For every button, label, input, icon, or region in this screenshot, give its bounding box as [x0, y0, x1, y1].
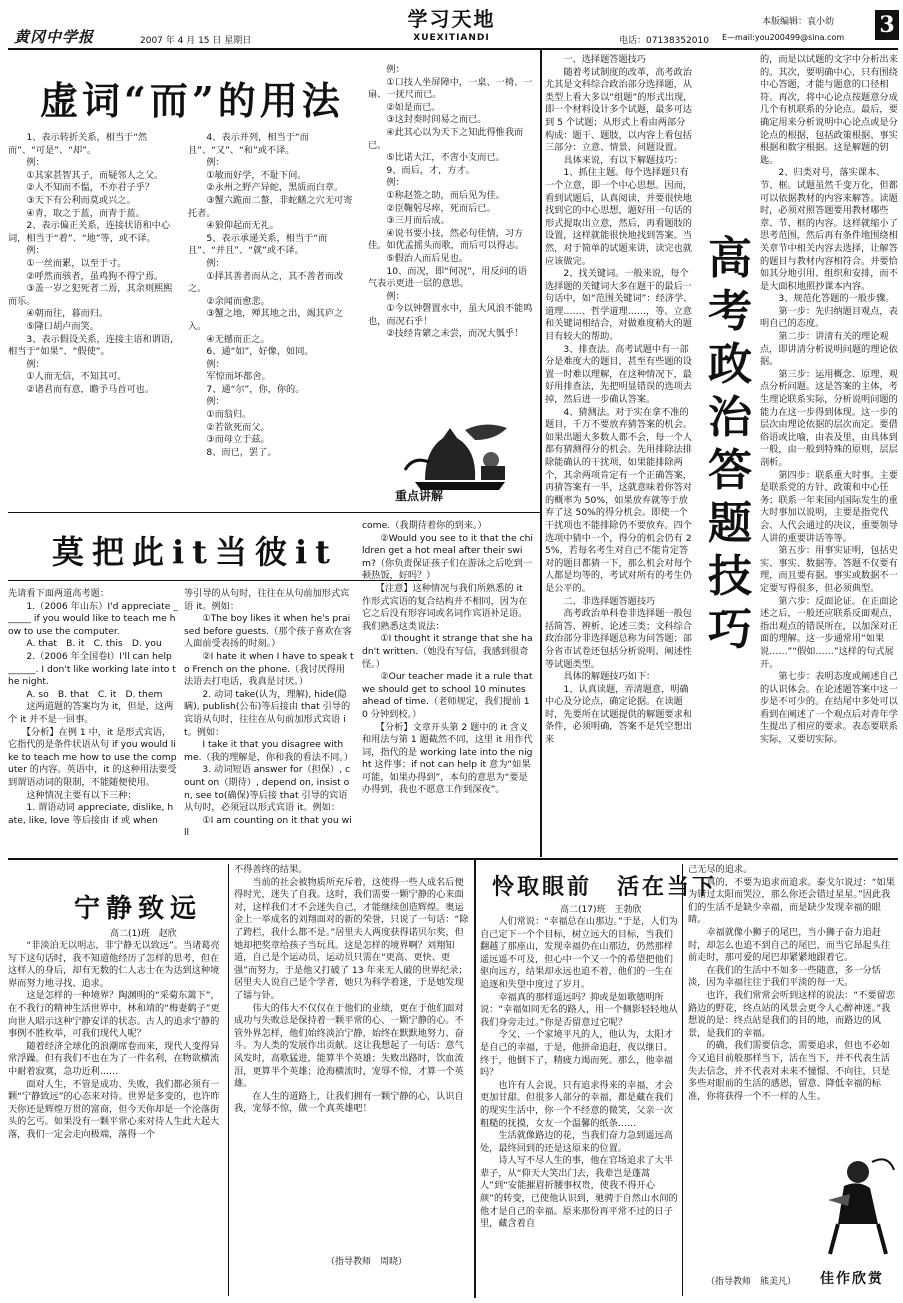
page-number-box: 3	[875, 10, 899, 40]
politics-article-column-2: 的，而是以试题的文字中分析出来的。其次，要明确中心，只有围绕中心答题，才能与题意的口径相符。再次，将中心论点按题意分成几个有机联系的分论点。最后，要确定用来分析说明中心论点或是分论点的根据，包括政策根据、事实根据和数字根据。这是解题的钥匙。 2、归类对号，落实课本、节、框。试题虽然千变万化，但都可以依据教材的内容来解答。读题时，必须对照答题要用教材哪些章、节、框的内容。这样就缩小了思考范围，然后再有条件地围绕相关章节中相关内容去选择，让解答的题目与教材内容相符合。并要恰如其分地引用、组织和安排，而不是大面积地照抄课本内容。 3、规范化答题的一般步骤。 第一步：先归纳题目观点，表明自己的态度。 第二步：讲清有关的理论观点，即讲清分析说明问题的理论依据。 第三步：运用概念、原理、观点分析问题。这是答案的主体，考生理论联系实际，分析说明问题的能力在这一步得到体现。这一步的层次由理论依据的层次而定。要借俗语或比喻，由表及里，由具体到一般，由一般到特殊的原则，层层剖析。 第四步：联系重大时事。主要是联系党的方针、政策和中心任务；联系一年来国内国际发生的重大时事加以说明，主要是指党代会、人代会通过的决议，重要领导人讲的重要讲话等等。 第五步：用事实证明，包括史实、事实、数据等。答题不仅要有理，而且要有据。事实或数据不一定要写得很多，但必须典型。 第六步：反面论证。在正面论述之后，一般还应联系反面观点，指出观点的错误所在，以加深对正面的理解。这一步通常用“如果说……”“假如……”这样的句式展开。 第七步：表明态度或阐述自己的认识体会。在论述题答案中这一步是不可少的。在结尾中多处可以看到在阐述了一个观点后对青年学生提出了相应的要求。表态要联系实际，又要切实际。	[760, 54, 898, 746]
it-article-column-1: 先请看下面两道高考题： 1.（2006 年山东）I'd appreciate ______ if you would like to teach me how to use the computer. A. that B. it C. this D. you 2.（2006 年全国卷Ⅰ）I'll can help ______. I don't like working late into the night. A. so B. that C. it D. them 这两道题的答案均为 it，但是，这两个 it 并不是一回事。 【分析】在例 1 中，it 是形式宾语，它指代的是条件状语从句 if you would like to teach me how to use the computer 的内容。英语中，it 的这种用法要受到谓语动词的限制，不能随便使用。 这种情况主要有以下三种： 1. 谓语动词 appreciate, dislike, hate, like, love 等后接由 if 或 when	[8, 588, 178, 826]
essay-right-column-2: 己无尽的追求。 真的，不要为追求而追求。泰戈尔说过：“如果为错过太阳而哭泣，那么你还会错过星星。”因此我们的生活不是缺少幸福，而是缺少发现幸福的眼睛。 幸福就像小狮子的尾巴，当小狮子奋力追赶时，却怎么也追不到自己的尾巴，而当它昂起头往前走时，那可爱的尾巴却紧紧地跟着它。 在我们的生活中不如多一些随意，多一分恬淡，因为幸福往往于我们平淡的每一天。 也许，我们常常会听到这样的说法：“不要留恋路边的野花，终点站的风景会更令人心醉神迷。”我想说的是：终点站是我们的目的地，而路边的风景，是我们的幸福。 的确，我们需要信念，需要追求，但也不必如今又追目前般那样当下，活在当下，并不代表生活失去信念，并不代表对未来不憧憬、不向往，只是多些对眼前的生活的感恩，留意、降低幸福的标准，你将获得一个不一样的人生。	[688, 864, 895, 1102]
essay-right-col-divider	[682, 864, 683, 1296]
essay-left-teacher: （指导教师 周晓）	[326, 1257, 408, 1267]
reading-girl-illustration	[808, 1150, 898, 1262]
it-article-title: 莫把此it当彼it	[52, 533, 338, 571]
contact-phone: 电话：07138352010	[619, 36, 709, 46]
essay-right-title: 怜取眼前 活在当下	[492, 874, 718, 900]
it-article-top-rule	[8, 512, 540, 513]
essay-left-col-divider	[228, 864, 229, 1296]
writing-desk-illustration	[395, 410, 525, 494]
er-article-column-1: 1、表示转折关系，相当于“然而”、“可是”、“却”。 例： ①其家甚智其子，而疑邻人之父。 ②人不知而不愠，不亦君子乎？ ③天下有公利而莫或兴之。 ④青，取之于蓝，而青于蓝。 2、表示偏正关系，连接状语和中心词，相当于“着”、“地”等，或不译。 例： ①一丝而累，以至于寸。 ②呼然而骇者，虽鸡狗不得宁焉。 ③盖一岁之犯死者二焉，其余则熙熙而乐。 ④朝而往，暮而归。 ⑤隆口胡卢而笑。 3、表示假设关系，连接主语和谓语，相当于“如果”、“假使”。 例： ①人而无信，不知其可。 ②诸君而有意，瞻予马首可也。	[8, 132, 180, 395]
it-article-column-2: 等引导的从句时，往往在从句前加形式宾语 it。例如： ①The boy likes it when he's praised before guests.（那个孩子喜欢在客人面前受表扬的时刻。） ②I hate it when I have to speak to French on the phone.（我讨厌得用法语去打电话，我真是讨厌。） 2. 动词 take(认为，理解), hide(隐瞒), publish(公布)等后接由 that 引导的宾语从句时，往往在从句前加形式宾语 it。例如： I take it that you disagree with me.（我的理解是，你和我的看法不同。） 3. 动词短语 answer for（担保）, count on（期待）, depend on, insist on, see to(确保)等后接 that 引导的宾语从句时，必须冠以形式宾语 it。例如： ①I am counting on it that you will	[184, 588, 354, 839]
newspaper-logo: 黄冈中学报	[14, 28, 95, 46]
section-subtitle: XUEXITIANDI	[413, 33, 490, 43]
er-article-column-3: 例： ①口技人坐屏障中，一桌、一椅、一扇、一抚尺而已。 ②如是而已。 ③这封奏时间易之而已。 ④此其心以为天下之知此得惟我而已。 ⑤比诺大江，不啻小支而已。 9、而后，才，方才。 例： ①称赵签之助，而后见为佳。 ②臣鞠躬尽瘁，死而后已。 ③三月而后成。 ④说书要小技，然必句佳情，习方佳。如优孟摇头而歌，而后可以得志。 ⑤假治人而后见也。 10、而况，即“何况”，用反问的语气表示更进一层的意思。 例： ①今以钟磬置水中，虽大风浪不能鸣也，而况石乎！ ②技经肯綮之未尝，而况大瓠乎！	[368, 64, 533, 340]
er-article-caption: 重点讲解	[395, 489, 444, 503]
it-article-column-3: come.（我期待着你的到来。） ②Would you see to it that the children get a hot meal after their swim?（你负责保证孩子们在游泳之后吃到一顿热饭，好吗？） 【注意】这种情况与我们所熟悉的 it 作形式宾语的复合结构并不相同，因为在它之后没有形容词或名词作宾语补足语。我们熟悉这类说法： ①I thought it strange that she hadn't written.（她没有写信，我感到很奇怪。） ②Our teacher made it a rule that we should get to school 10 minutes ahead of time.（老师规定，我们提前 10 分钟到校。） 【分析】文章开头第 2 题中的 it 含义和用法与第 1 题截然不同，这里 it 用作代词，指代的是 working late into the night 这件事；if not can help it 意为“如果可能，如果办得到”，本句的意思为“要是办得到，我也不愿意工作到深夜”。	[362, 520, 533, 796]
essay-left-title: 宁静致远	[74, 894, 203, 924]
masthead-divider	[8, 48, 898, 50]
main-column-divider	[540, 50, 542, 857]
er-article-title: 虚词“而”的用法	[40, 78, 344, 123]
section-title: 学习天地	[407, 7, 496, 31]
essay-left-column-1: “非淡泊无以明志，非宁静无以致远”。当诸葛亮写下这句话时，我不知道他经历了怎样的思考，但在这样人的身后，却有无数的仁人志士在为达到这种境界而努力地寻找、追求。 这是怎样的一种境界？陶渊明的“采菊东篱下”，在不我行的精神生活世界中，林和靖的“梅妻鹤子”更向世人昭示这种宁静安详的状态。古人的追求宁静的事例不胜枚举，可我们现代人呢？ 随着经济全球化的浪潮席卷而来，现代人变得异常浮躁。但有我们不也在为了一件名利，在物欲横流中耐着寂寞，急功近利…… 面对人生，不管是成功、失败，我们都必须有一颗“宁静致远”的心态来对待。世界是多变的，也许昨天你还是辉煌万贯的富商，但今天你却是一个沦落街头的乞丐。如果没有一颗平常心来对待人生此大起大落，我们一定会走向极端，落得一个	[8, 940, 220, 1140]
essay-right-teacher: （指导教师 熊美凡）	[706, 1277, 797, 1287]
contact-email: E—mail:you200499@sina.com	[722, 33, 845, 42]
politics-article-title: 高考政治答题技巧	[708, 233, 752, 655]
issue-date: 2007 年 4 月 15 日 星期日	[140, 36, 252, 46]
bottom-section-rule	[8, 858, 898, 860]
editor-credit: 本版编辑：袁小幼	[762, 17, 835, 27]
it-title-underline	[8, 580, 422, 581]
essays-divider	[474, 860, 476, 1298]
essay-corner-label: 佳作欣赏	[820, 1271, 884, 1287]
essay-left-column-2: 不得善终的结果。 当前的社会被物质所充斥着，这使得一些人成名后便得时光，迷失了自我。这时，我们需要一颗宁静的心来面对，这样我们才不会迷失自己，才能继续创造辉煌。奥运金上一举成名的刘翔面对的新的荣誉，只说了一句话：“除了跨栏，我什么都不是。”居里夫人两度获得诺贝尔奖，但她却把奖章给孩子当玩具。这是怎样的境界啊？刘翔知道，自己是个运动员，运动员只需在“更高、更快、更强”而努力，于是他又打破了 13 年来无人破的世界纪录；居里夫人说自己是个学者，她只为科学着迷，于是她发现了镭与钋。 伟大的伟大不仅仅在于他们的业绩，更在于他们面对成功与失败总是保持着一颗平常的心、一颗宁静的心。不管外界怎样，他们始终淡泊宁静，始终在默默地努力、奋斗。为人类的发展作出贡献。这让我想起了一句话：意气风发时，高歌猛进，能算半个英雄；失败出路时，饮血流泪，更算半个英雄；沧海横流时，宠辱不惊，才算一个英雄。 在人生的道路上，让我们拥有一颗宁静的心，认识自我，宠辱不惊，做一个真英雄吧！	[234, 864, 469, 1115]
politics-article-column-1: 一、选择题答题技巧 随着考试制度的改革，高考政治尤其是文科综合政治部分选择题，从类型上看大多以“组题”的形式出现，即一个材料设计多个试题，最多可达到 5 个试题；从形式上看由两部分构成：题干、题肢，以内容上看包括三部分：立意、情景、问题设置。 具体来说，有以下解题技巧： 1、抓住主题。每个选择题只有一个立意，即一个中心思想。因而，看到试题后，认真阅读，并要很快地找到它的中心思想，题好用一句话的形式提取出立意，然后，再看题肢的设置，这样就能很快地找到答案。当然，对于简单的试题来讲，读完也就应该做完。 2、找关键词。一般来说，每个选择题的关键词大多在题干的最后一句话中，如“范围关键词”：经济学、道理……、哲学道理……，等。立意和关键词相结合，对做难度稍大的题目有较大的帮助。 3、排查法。高考试题中有一部分是难度大的题目，甚至有些题的设置一时难以理解，在这种情况下，最好用排查法，先把明显错误的选项去掉，然后进一步确认答案。 4、猜测法。对于实在拿不准的题目，千万不要放弃猜答案的机会。如果出题大多数人都不会，每一个人都有猜测得分的机会。先用排除法排除能确认的干扰项，如果能排除两个，其余两项肯定有一个正确答案，再猜答案有一半，这就意味着你答对的概率为 50%，如果放弃就等于放弃了这 50%的得分机会。即使一个干扰项也不能排除仍不要放弃。四个选项中猜中一个，得分的机会仍有 25%，若每名考生对自己不能肯定答对的题目都猜一下，那么机会对每个人都是均等的，考试对所有的考生仍是公平的。 二、非选择题答题技巧 高考政治单科卷非选择题一般包括简答、辨析、论述三类；文科综合政治部分非选择题总称为问答题；部分省市试卷还包括分析说明、阐述性等试题类型。 具体的解题技巧如下： 1、认真读题，弄清题意，明确中心及分论点，确定论据。在读题时，先要所在试题提供的解题要求和条件，必须明确，答案不是凭空想出来	[545, 54, 693, 746]
essay-right-byline: 高二(17)班 王勃欣	[560, 905, 642, 915]
essay-left-byline: 高二(1)班 赵欣	[110, 929, 177, 939]
er-article-column-2: 4、表示并列，相当于“而且”、“又”、“和”或不译。 例： ①敏而好学，不耻下问。 ②永州之野产异蛇，黑质而白章。 ③蟹六跪而二螯，非蛇鳝之穴无可寄托者。 ④狼仰起而无礼。 5、表示承递关系，相当于“而且”、“并且”、“就”或不译。 例： ①择其善者而从之，其不善者而改之。 ②余闻而愈悲。 ③蟹之地，殚其地之出，竭其庐之入。 ④无撼而正之。 6、通“如”，好像，如同。 例： 军惊而坏都舍。 7、通“尔”，你，你的。 例： ①而翁归。 ②若欲死而父。 ③而母立于兹。 8、而已，罢了。	[188, 132, 353, 458]
essay-right-column-1: 人们常说：“幸福总在山那边。”于是，人们为自己定下一个个目标，树立远大的目标，当我们翻越了那座山，发现幸福仍在山那边，仍然那样遥远遥不可及，但心中一个又一个的希望把他们驱向远方，结果却永远也追不着，他们的一生在追逐和失望中度过了岁月。 幸福真的那样遥远吗？抑或是如歌德明所说：“幸福如同无名的路人，用一个侧影轻轻地从我们身旁走过。”你是否留意过它呢？ 令父、一个家境平凡的人，他认为，太阳才是自己的幸福，于是，他拼命追赶，夜以继日。终于，他倒下了，精疲力竭而死。那么，他幸福吗？ 也许有人会说，只有追求得来的幸福，才会更加甘甜。但很多人部分的幸福，都是藏在我们的现实生活中，你一个不经意的微笑，父亲一次粗糙的抚摸，女友一个温馨的纸条…… 生活就像路边的花，当我们奋力急到遥远高处，最终回到的还是这原来的位置。 诗人写不尽人生的事，他在官场追求了大半辈子，从“仰天大笑出门去，我辈岂是蓬蒿人”到“安能摧眉折腰事权贵，使我不得开心颜”的转变，已使他认识到，驰骋于自然山水间的他才是自己的幸福。原来那份再平常不过的日子里，藏含着自	[480, 916, 678, 1230]
